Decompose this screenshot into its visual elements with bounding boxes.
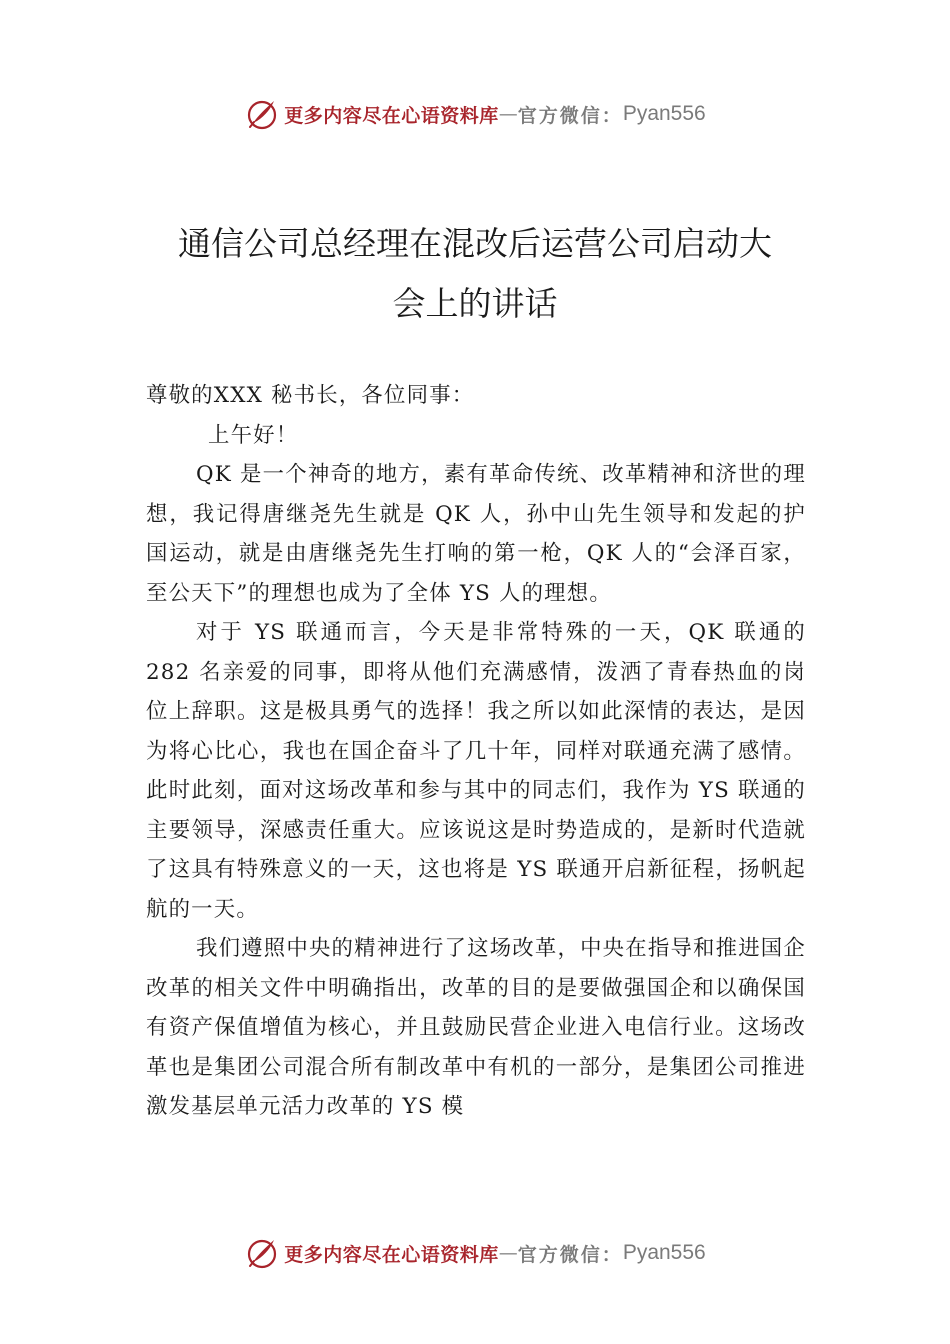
quill-logo-icon — [244, 96, 280, 132]
watermark-banner-bottom — [0, 1233, 950, 1273]
title-line-2: 会上的讲话 — [392, 284, 558, 323]
watermark-label: 官方微信： — [517, 104, 623, 127]
watermark-site-text: 更多内容尽在心语资料库 — [284, 104, 499, 127]
quill-logo-icon — [244, 1235, 280, 1271]
salutation: 尊敬的XXX 秘书长，各位同事： — [146, 383, 475, 408]
paragraph-1: QK 是一个神奇的地方，素有革命传统、改革精神和济世的理想，我记得唐继尧先生就是 QK 人，孙中山先生领导和发起的护国运动，就是由唐继尧先生打响的第一枪，QK 人的“会泽百家，至公天下”的理想也成为了全体 YS 人的理想。 — [146, 462, 806, 606]
watermark-site-text: 更多内容尽在心语资料库 — [284, 1243, 499, 1266]
watermark-wechat-id: Pyan556 — [622, 1241, 706, 1264]
paragraph-3: 我们遵照中央的精神进行了这场改革，中央在指导和推进国企改革的相关文件中明确指出，改革的目的是要做强国企和以确保国有资产保值增值为核心，并且鼓励民营企业进入电信行业。这场改革也是集团公司混合所有制改革中有机的一部分，是集团公司推进激发基层单元活力改革的 YS 模 — [146, 936, 806, 1119]
paragraph-2: 对于 YS 联通而言，今天是非常特殊的一天，QK 联通的 282 名亲爱的同事，即将从他们充满感情，泼洒了青春热血的岗位上辞职。这是极具勇气的选择！我之所以如此深情的表达，是因为将心比心，我也在国企奋斗了几十年，同样对联通充满了感情。此时此刻，面对这场改革和参与其中的同志们，我作为 YS 联通的主要领导，深感责任重大。应该说这是时势造成的，是新时代造就了这具有特殊意义的一天，这也将是 YS 联通开启新征程，扬帆起航的一天。 — [146, 620, 806, 922]
document-title — [100, 214, 850, 334]
watermark-banner-top — [0, 94, 950, 134]
watermark-dash: — — [498, 103, 518, 125]
watermark-wechat-id: Pyan556 — [622, 102, 706, 125]
document-body — [146, 376, 806, 1127]
greeting: 上午好！ — [208, 422, 299, 448]
watermark-label: 官方微信： — [517, 1243, 623, 1266]
watermark-dash: — — [498, 1242, 518, 1264]
title-line-1: 通信公司总经理在混改后运营公司启动大 — [178, 224, 772, 263]
